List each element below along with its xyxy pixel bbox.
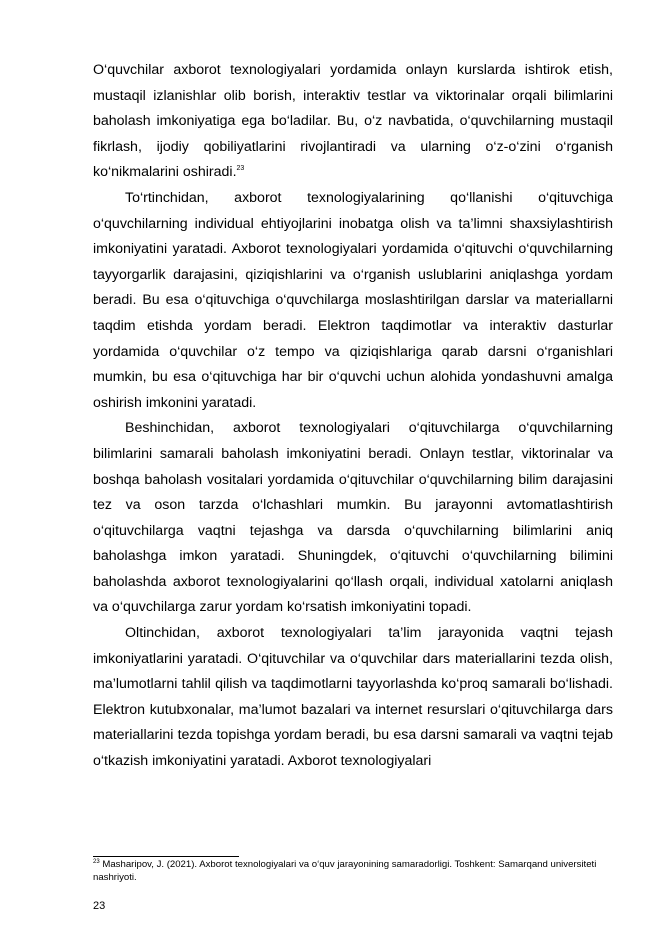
paragraph-1-text: O‘quvchilar axborot texnologiyalari yordamida onlayn kurslarda ishtirok etish, mustaqil izlanishlar olib borish, interaktiv testlar va viktorinalar orqali bilimlarini baholash imkoniyatiga ega bo‘ladilar. Bu, o‘z navbatida, o‘quvchilarning mustaqil fikrlash, ijodiy qobiliyatlarini rivojlantiradi va ularning o‘z-o‘zini o‘rganish ko‘nikmalarini oshiradi.: [93, 62, 613, 181]
footnote-reference: 23: [236, 165, 245, 173]
paragraph-2: To‘rtinchidan, axborot texnologiyalarining qo‘llanishi o‘qituvchiga o‘quvchilarning individual ehtiyojlarini inobatga olish va ta’limni shaxsiylashtirish imkoniyatini yaratadi. Axborot texnologiyalari yordamida o‘qituvchi o‘quvchilarning tayyorgarlik darajasini, qiziqishlarini va o‘rganish uslublarini aniqlashga yordam beradi. Bu esa o‘qituvchiga o‘quvchilarga moslashtirilgan darslar va materiallarni taqdim etishda yordam beradi. Elektron taqdimotlar va interaktiv dasturlar yordamida o‘quvchilar o‘z tempo va qiziqishlariga qarab darsni o‘rganishlari mumkin, bu esa o‘qituvchiga har bir o‘quvchi uchun alohida yondashuvni amalga oshirish imkonini yaratadi.: [93, 189, 613, 411]
page-number: 23: [93, 900, 106, 912]
footnote-text: Masharipov, J. (2021). Axborot texnologiyalari va o‘quv jarayonining samaradorligi. Toshkent: Samarqand universiteti nashriyoti.: [93, 859, 597, 883]
footnote-number: 23: [93, 859, 100, 865]
document-body: [93, 58, 613, 775]
footnote: [93, 858, 613, 884]
paragraph-1: [93, 58, 613, 186]
footnote-divider: [93, 856, 239, 857]
paragraph-3: Beshinchidan, axborot texnologiyalari o‘qituvchilarga o‘quvchilarning bilimlarini samarali baholash imkoniyatini beradi. Onlayn testlar, viktorinalar va boshqa baholash vositalari yordamida o‘qituvchilar o‘quvchilarning bilim darajasini tez va oson tarzda o‘lchashlari mumkin. Bu jarayonni avtomatlashtirish o‘qituvchilarga vaqtni tejashga va darsda o‘quvchilarning bilimlarini aniq baholashga imkon yaratadi. Shuningdek, o‘qituvchi o‘quvchilarning bilimini baholashda axborot texnologiyalarini qo‘llash orqali, individual xatolarni aniqlash va o‘quvchilarga zarur yordam ko‘rsatish imkoniyatini topadi.: [93, 420, 613, 616]
paragraph-4: Oltinchidan, axborot texnologiyalari ta’lim jarayonida vaqtni tejash imkoniyatlarini yaratadi. O‘qituvchilar va o‘quvchilar dars materiallarini tezda olish, ma’lumotlarni tahlil qilish va taqdimotlarni tayyorlashda ko‘proq samarali bo‘lishadi. Elektron kutubxonalar, ma’lumot bazalari va internet resurslari o‘qituvchilarga dars materiallarini tezda topishga yordam beradi, bu esa darsni samarali va vaqtni tejab o‘tkazish imkoniyatini yaratadi. Axborot texnologiyalari: [93, 625, 613, 770]
